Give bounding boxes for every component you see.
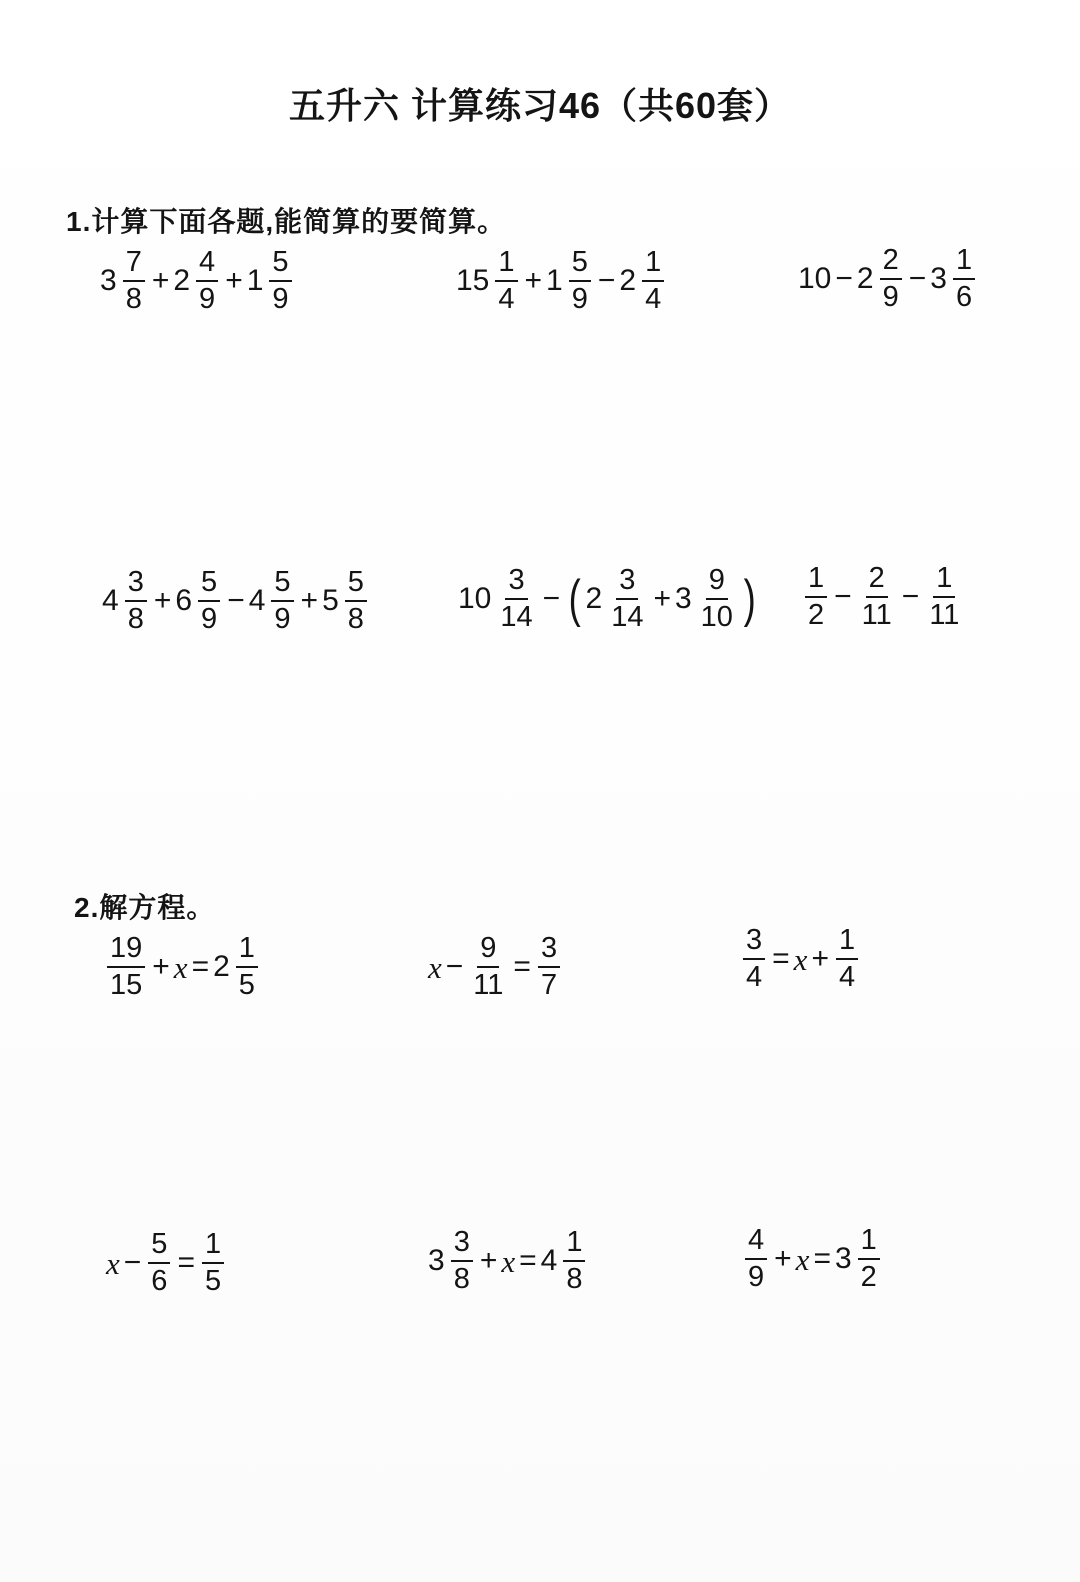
whole-number: 3 <box>834 1242 852 1275</box>
fraction <box>608 566 646 632</box>
section-2-heading: 2.解方程。 <box>74 892 216 923</box>
operator: = <box>813 1242 831 1275</box>
equation-problem <box>742 1226 883 1292</box>
fraction <box>880 246 902 312</box>
fraction <box>745 1226 767 1292</box>
whole-number: 2 <box>585 582 603 615</box>
numerator: 9 <box>477 934 499 968</box>
fraction <box>125 568 147 634</box>
numerator: 5 <box>148 1230 170 1264</box>
numerator: 1 <box>933 564 955 598</box>
parenthesis: ( <box>568 570 581 628</box>
variable-x: x <box>795 1241 810 1277</box>
fraction <box>269 248 291 314</box>
numerator: 1 <box>202 1230 224 1264</box>
operator: − <box>834 580 852 613</box>
equation-problem <box>428 1228 588 1294</box>
denominator: 9 <box>882 281 899 313</box>
operator: + <box>300 584 319 617</box>
fraction <box>926 564 962 630</box>
denominator: 2 <box>860 1261 877 1293</box>
fraction <box>495 248 517 314</box>
operator: = <box>519 1244 537 1277</box>
denominator: 11 <box>929 599 960 631</box>
denominator: 8 <box>347 603 364 635</box>
page-title: 五升六 计算练习46（共60套） <box>288 85 792 126</box>
whole-number: 2 <box>856 262 874 295</box>
numerator: 1 <box>236 934 258 968</box>
fraction <box>836 926 858 992</box>
variable-x: x <box>501 1243 516 1279</box>
operator: − <box>123 1246 142 1279</box>
fraction <box>698 566 736 632</box>
denominator: 4 <box>498 283 515 315</box>
parenthesis: ) <box>743 570 756 628</box>
operator: + <box>153 584 172 617</box>
denominator: 4 <box>838 961 856 993</box>
denominator: 15 <box>110 969 143 1001</box>
fraction <box>202 1230 224 1296</box>
denominator: 2 <box>808 599 825 631</box>
numerator: 1 <box>805 564 827 598</box>
denominator: 11 <box>861 599 892 631</box>
operator: − <box>901 580 920 613</box>
numerator: 1 <box>836 926 858 960</box>
fraction <box>743 926 765 992</box>
whole-number: 1 <box>546 264 563 297</box>
fraction <box>569 248 591 314</box>
calc-problem <box>456 248 667 314</box>
whole-number: 3 <box>428 1244 445 1277</box>
fraction <box>805 564 827 630</box>
whole-number: 3 <box>674 582 692 615</box>
whole-number: 2 <box>213 950 230 983</box>
denominator: 9 <box>571 283 588 315</box>
denominator: 8 <box>125 283 142 315</box>
fraction <box>148 1230 170 1296</box>
variable-x: x <box>793 941 808 977</box>
denominator: 4 <box>746 961 763 993</box>
fraction <box>538 934 560 1000</box>
calc-problem <box>802 564 965 630</box>
fraction <box>563 1228 585 1294</box>
numerator: 4 <box>745 1226 767 1260</box>
calc-problem <box>100 248 295 314</box>
fraction <box>953 246 975 312</box>
numerator: 3 <box>616 566 638 600</box>
denominator: 14 <box>611 601 644 633</box>
denominator: 4 <box>645 283 662 315</box>
fraction <box>345 568 367 634</box>
numerator: 3 <box>538 934 560 968</box>
operator: − <box>835 262 853 295</box>
fraction <box>107 934 145 1000</box>
whole-number: 4 <box>540 1244 558 1277</box>
fraction <box>451 1228 473 1294</box>
denominator: 10 <box>700 601 733 633</box>
calc-problem <box>798 246 978 312</box>
number: 10 <box>798 262 832 295</box>
denominator: 6 <box>955 281 973 313</box>
numerator: 3 <box>505 566 527 600</box>
whole-number: 4 <box>248 584 266 617</box>
fraction <box>198 568 220 634</box>
numerator: 1 <box>858 1226 880 1260</box>
denominator: 5 <box>204 1265 222 1297</box>
numerator: 5 <box>198 568 220 602</box>
operator: − <box>908 262 927 295</box>
numerator: 4 <box>196 248 218 282</box>
numerator: 9 <box>706 566 728 600</box>
denominator: 8 <box>566 1263 583 1295</box>
denominator: 6 <box>151 1265 168 1297</box>
numerator: 2 <box>866 564 888 598</box>
fraction <box>196 248 218 314</box>
fraction <box>858 1226 880 1292</box>
operator: − <box>597 264 616 297</box>
denominator: 11 <box>473 969 504 1001</box>
operator: + <box>152 950 170 983</box>
whole-number: 5 <box>322 584 339 617</box>
operator: + <box>479 1244 498 1277</box>
calc-problem <box>458 566 760 632</box>
fraction <box>859 564 895 630</box>
denominator: 9 <box>201 603 218 635</box>
denominator: 5 <box>238 969 255 1001</box>
numerator: 3 <box>451 1228 473 1262</box>
fraction <box>642 248 664 314</box>
operator: = <box>177 1246 195 1279</box>
operator: + <box>653 582 671 615</box>
operator: − <box>227 584 245 617</box>
numerator: 19 <box>107 934 145 968</box>
numerator: 7 <box>123 248 145 282</box>
equation-problem <box>428 934 563 1000</box>
section-1-heading: 1.计算下面各题,能简算的要简算。 <box>66 206 507 237</box>
denominator: 8 <box>127 603 144 635</box>
denominator: 9 <box>748 1261 765 1293</box>
denominator: 14 <box>500 601 533 633</box>
whole-number: 2 <box>173 264 191 297</box>
numerator: 5 <box>569 248 591 282</box>
denominator: 7 <box>540 969 558 1001</box>
whole-number: 2 <box>619 264 637 297</box>
numerator: 2 <box>880 246 902 280</box>
variable-x: x <box>173 949 188 985</box>
operator: − <box>542 582 561 615</box>
whole-number: 3 <box>930 262 947 295</box>
denominator: 9 <box>199 283 216 315</box>
fraction <box>497 566 535 632</box>
numerator: 3 <box>743 926 765 960</box>
denominator: 9 <box>272 283 289 315</box>
equation-problem <box>106 1230 227 1296</box>
numerator: 1 <box>495 248 517 282</box>
operator: + <box>151 264 170 297</box>
operator: = <box>513 950 531 983</box>
operator: = <box>191 950 210 983</box>
operator: = <box>772 942 790 975</box>
variable-x: x <box>106 1245 120 1281</box>
numerator: 3 <box>125 568 147 602</box>
fraction <box>236 934 258 1000</box>
fraction <box>271 568 293 634</box>
numerator: 1 <box>953 246 975 280</box>
equation-problem <box>104 934 261 1000</box>
operator: + <box>774 1242 792 1275</box>
whole-number: 3 <box>100 264 117 297</box>
numerator: 5 <box>269 248 291 282</box>
whole-number: 10 <box>458 582 492 615</box>
operator: + <box>811 942 829 975</box>
numerator: 1 <box>642 248 664 282</box>
denominator: 8 <box>453 1263 470 1295</box>
operator: + <box>524 264 543 297</box>
numerator: 1 <box>563 1228 585 1262</box>
denominator: 9 <box>274 603 291 635</box>
whole-number: 1 <box>246 264 264 297</box>
whole-number: 6 <box>175 584 193 617</box>
numerator: 5 <box>271 568 293 602</box>
whole-number: 4 <box>102 584 119 617</box>
fraction <box>123 248 145 314</box>
variable-x: x <box>428 949 442 985</box>
numerator: 5 <box>345 568 367 602</box>
fraction <box>470 934 506 1000</box>
calc-problem <box>102 568 370 634</box>
whole-number: 15 <box>456 264 490 297</box>
equation-problem <box>740 926 861 992</box>
operator: + <box>225 264 243 297</box>
operator: − <box>445 950 464 983</box>
